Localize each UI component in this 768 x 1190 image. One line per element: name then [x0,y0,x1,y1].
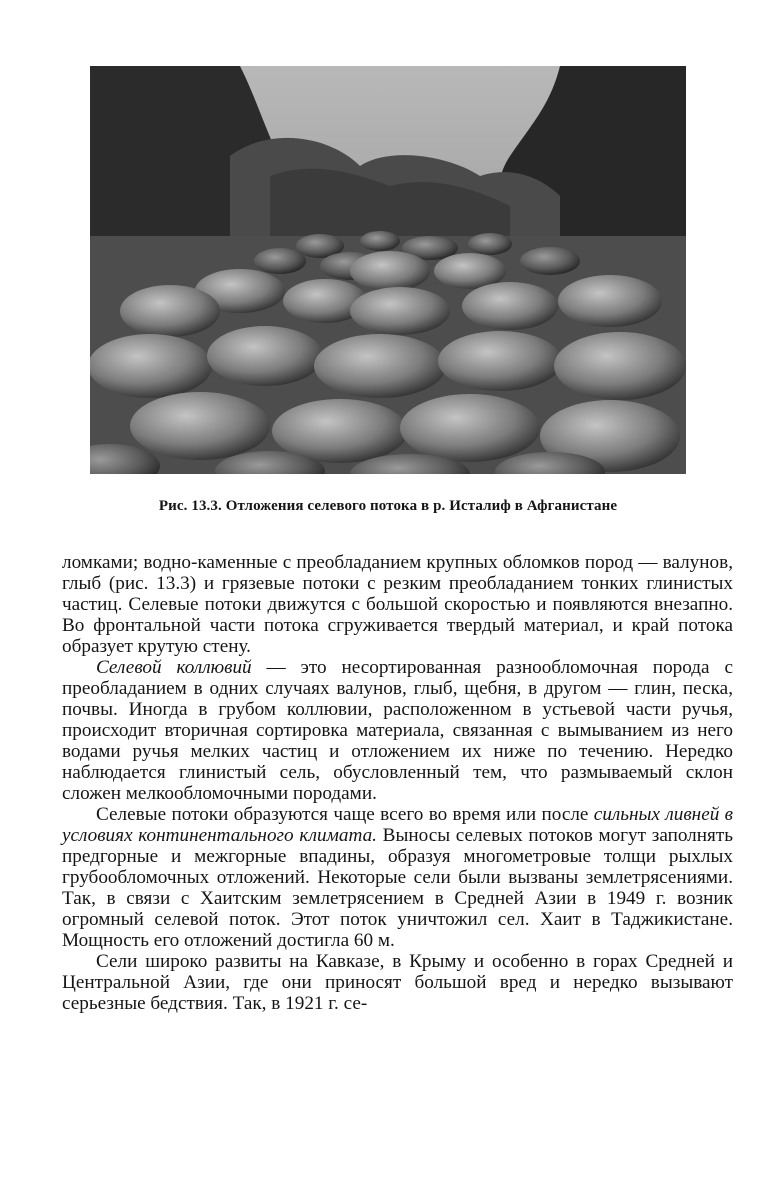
paragraph-1: ломками; водно-каменные с преобладанием крупных обломков пород — валунов, глыб (рис. 13.3) и грязевые потоки с резким преобладанием тонких глинистых частиц. Селевые потоки движутся с большой скоростью и появляются внезапно. Во фронтальной части потока сгруживается твердый материал, и край потока образует крутую стену. [62,552,733,657]
figure-photo-debris-flow [90,66,686,474]
figure-caption: Рис. 13.3. Отложения селевого потока в р. Исталиф в Афганистане [158,498,618,514]
paragraph-4: Сели широко развиты на Кавказе, в Крыму и особенно в горах Средней и Центральной Азии, где они приносят большой вред и нередко вызывают серьезные бедствия. Так, в 1921 г. се- [62,951,733,1014]
paragraph-3-rest: Выносы селевых потоков могут заполнять предгорные и межгорные впадины, образуя многометровые толщи рыхлых грубообломочных отложений. Некоторые сели были вызваны землетрясениями. Так, в связи с Хаитским землетрясением в Средней Азии в 1949 г. возник огромный селевой поток. Этот поток уничтожил сел. Хаит в Таджикистане. Мощность его отложений достигла 60 м. [62,825,733,951]
paragraph-2 [62,657,733,804]
paragraph-3-italic: сильных ливней в условиях континентального климата. [62,804,733,846]
paragraph-3-start: Селевые потоки образуются чаще всего во время или после [96,804,594,825]
term-sel-colluvium: Селевой коллювий [96,657,252,678]
paragraph-2-text: — это несортированная разнообломочная порода с преобладанием в одних случаях валунов, глыб, щебня, в другом — глин, песка, почвы. Иногда в грубом коллювии, расположенном в устьевой части ручья, происходит вторичная сортировка материала, связанная с вымыванием из него водами ручья мелких частиц и отложением их ниже по течению. Нередко наблюдается глинистый сель, обусловленный тем, что размываемый склон сложен мелкообломочными породами. [62,657,733,804]
paragraph-3 [62,804,733,951]
body-text [62,552,733,1014]
